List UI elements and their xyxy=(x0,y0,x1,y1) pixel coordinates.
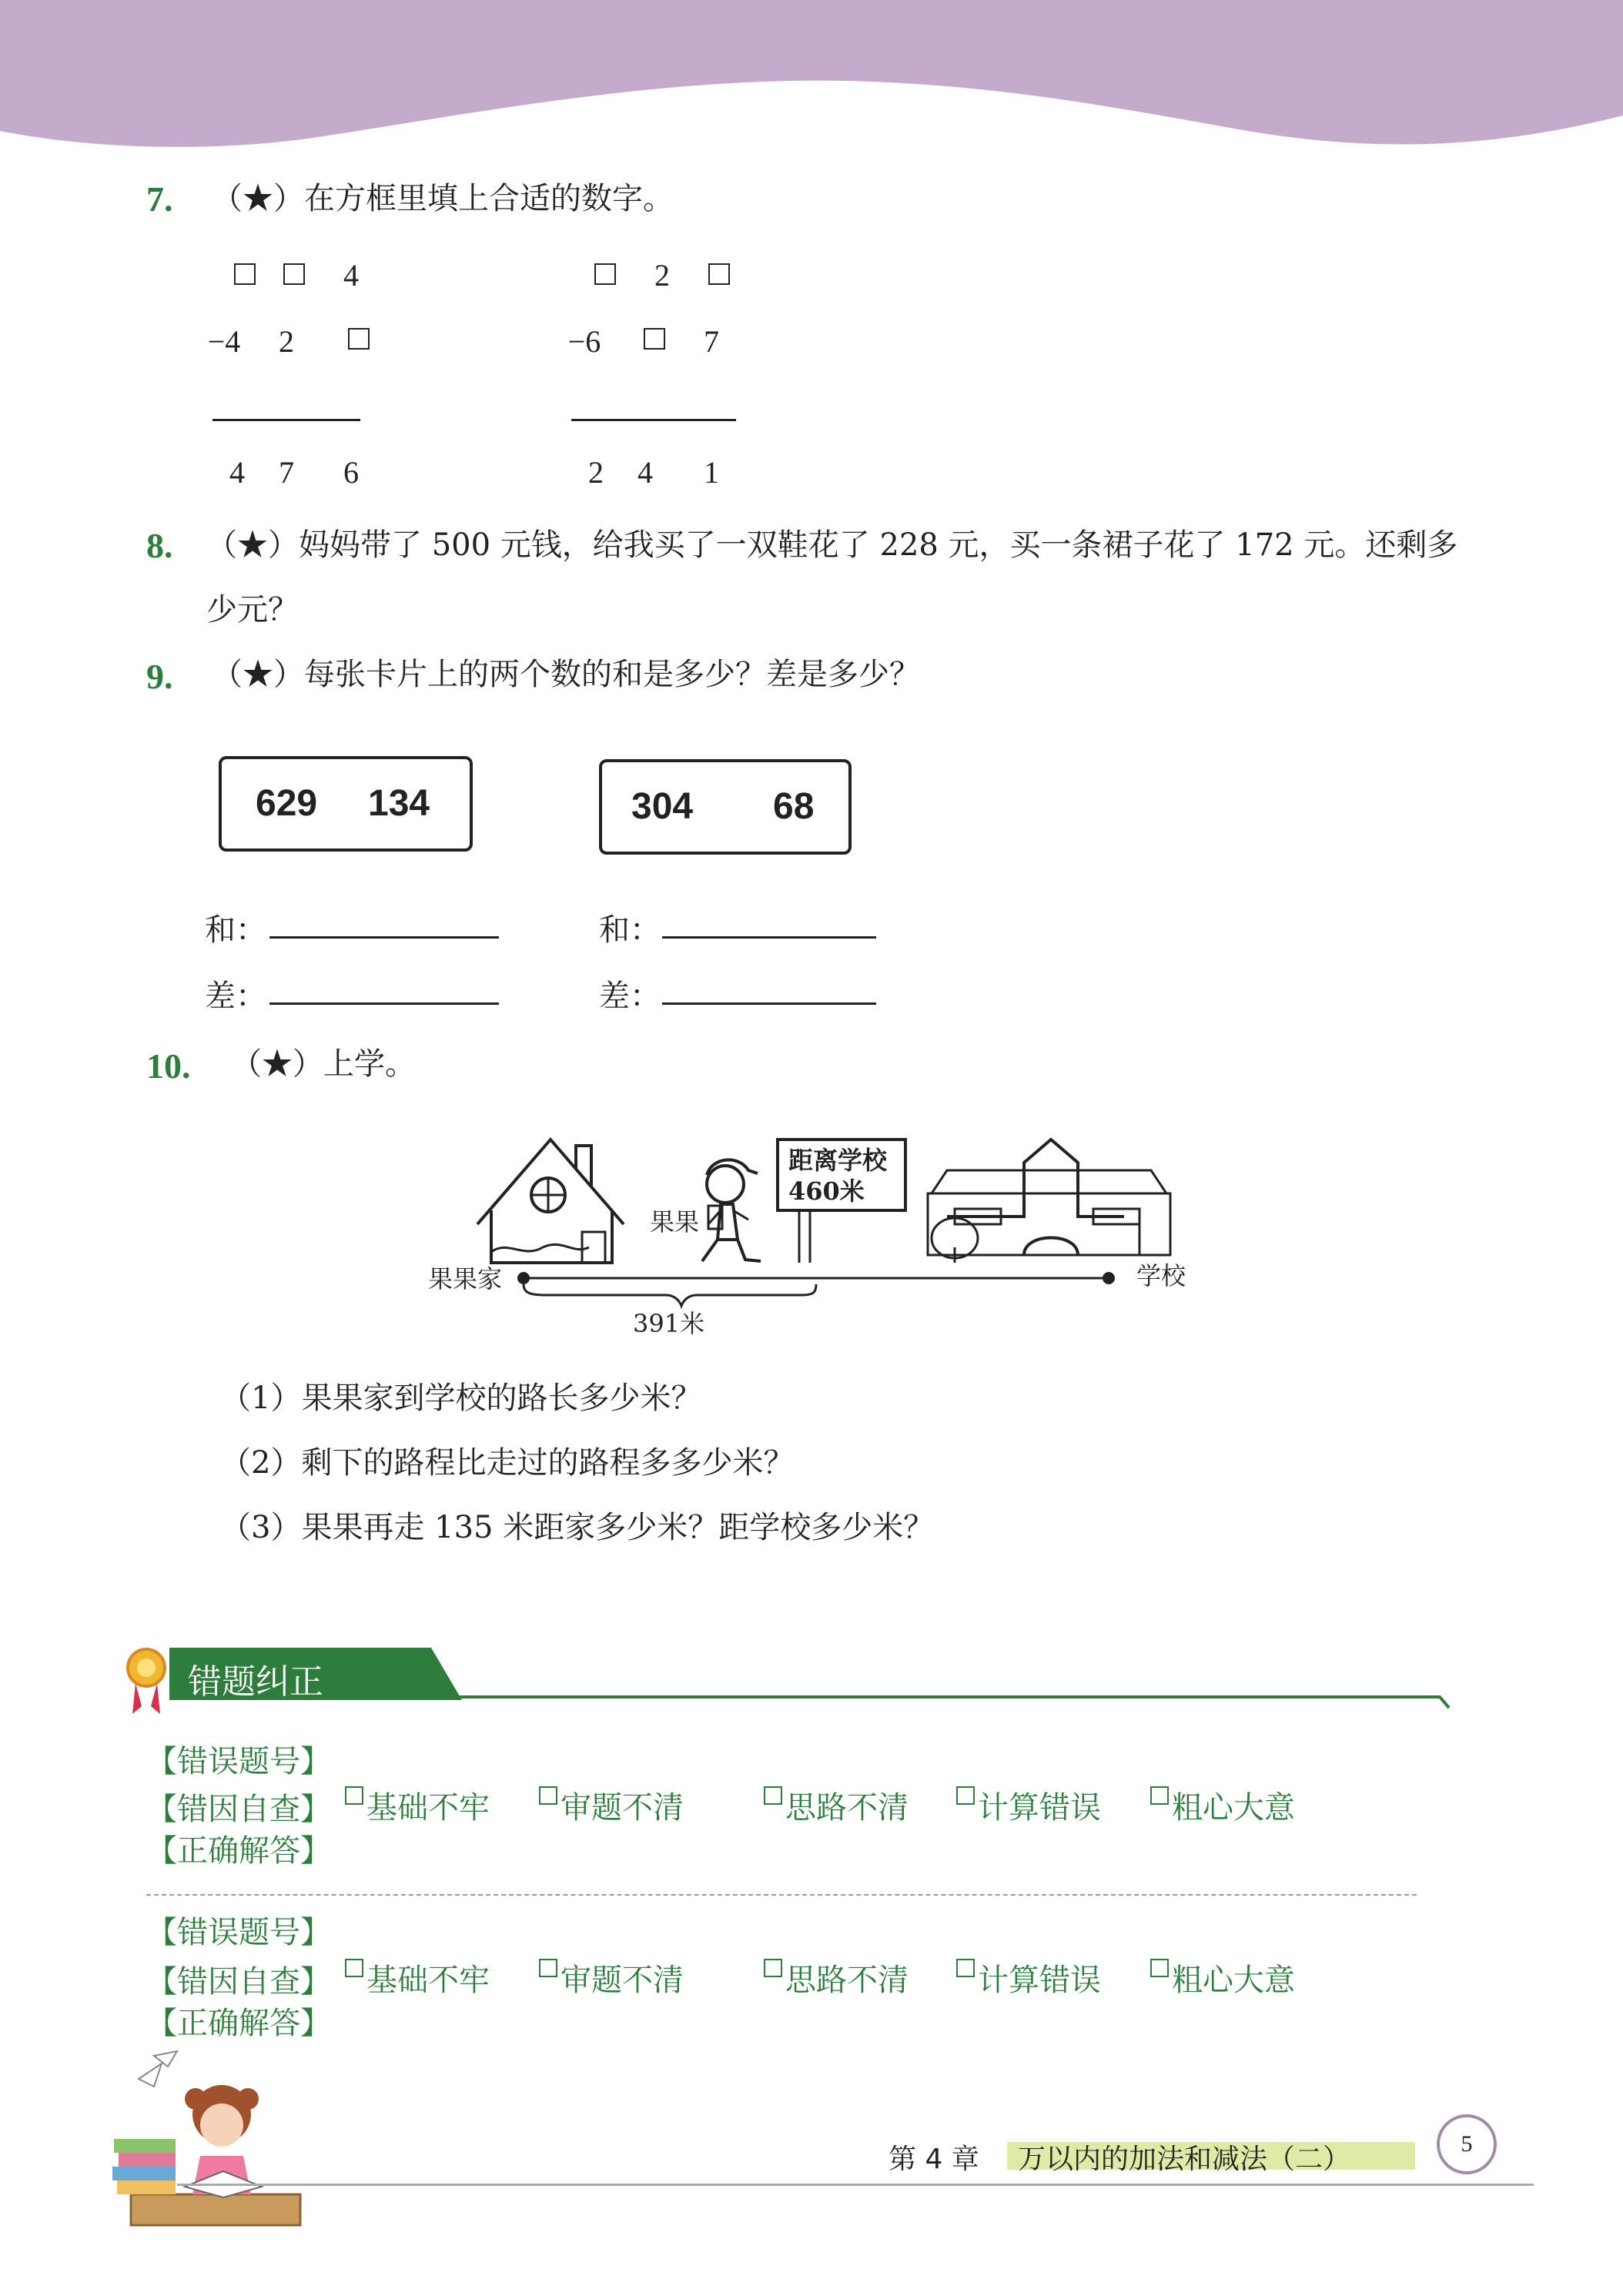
minus-digit: −4 xyxy=(207,324,241,359)
minus-digit: −6 xyxy=(567,324,601,359)
checkbox[interactable] xyxy=(764,1786,782,1805)
digit: 4 xyxy=(343,258,359,293)
blank-box[interactable] xyxy=(590,259,621,290)
digit: 2 xyxy=(279,324,294,359)
cause-option[interactable] xyxy=(1150,1956,1295,2000)
cause-option[interactable] xyxy=(345,1956,490,2000)
cause-option[interactable] xyxy=(764,1956,909,2000)
cause-option[interactable] xyxy=(764,1783,909,1827)
card-number: 304 xyxy=(631,786,694,827)
digit: 4 xyxy=(229,455,245,490)
answer-line[interactable] xyxy=(269,1002,499,1005)
digit: 1 xyxy=(704,455,719,490)
rule-line xyxy=(212,419,360,421)
header-banner xyxy=(0,0,1623,154)
blank-box[interactable] xyxy=(279,259,310,290)
cause-option-label: 基础不牢 xyxy=(366,1790,490,1826)
dashed-divider xyxy=(146,1894,1417,1896)
digit: 4 xyxy=(637,455,653,490)
checkbox[interactable] xyxy=(764,1959,782,1977)
question-number: 9. xyxy=(146,657,173,696)
section-title: 错题纠正 xyxy=(188,1662,323,1702)
question-number: 10. xyxy=(146,1046,191,1086)
checkbox[interactable] xyxy=(539,1786,557,1805)
answer-label: 【正确解答】 xyxy=(146,1833,331,1869)
sign-text: 距离学校 xyxy=(788,1146,888,1175)
answer-line[interactable] xyxy=(662,936,876,939)
number-card xyxy=(599,759,852,855)
chapter-label: 第 4 章 xyxy=(888,2144,979,2175)
question-number: 7. xyxy=(146,179,173,219)
sub-question: （2）剩下的路程比走过的路程多多少米？ xyxy=(220,1445,795,1481)
sum-label: 和： xyxy=(205,912,266,948)
cause-option-label: 思路不清 xyxy=(785,1963,909,1998)
cause-option[interactable] xyxy=(956,1956,1101,2000)
cause-option-label: 审题不清 xyxy=(561,1963,684,1998)
question-number: 8. xyxy=(146,526,173,565)
girl-reading-illustration xyxy=(108,2048,323,2227)
cause-option-label: 粗心大意 xyxy=(1172,1790,1295,1826)
cause-option[interactable] xyxy=(956,1783,1101,1827)
cause-option-label: 计算错误 xyxy=(978,1790,1101,1826)
boy-label: 果果 xyxy=(650,1207,700,1237)
answer-line[interactable] xyxy=(269,936,499,939)
home-label: 果果家 xyxy=(428,1264,503,1294)
digit: 7 xyxy=(279,455,294,490)
card-number: 68 xyxy=(773,786,815,827)
school-label: 学校 xyxy=(1136,1261,1186,1290)
distance-label: 391米 xyxy=(633,1309,705,1338)
cause-option-label: 计算错误 xyxy=(978,1963,1101,1998)
digit: 2 xyxy=(654,258,670,293)
sub-question: （3）果果再走 135 米距家多少米？距学校多少米？ xyxy=(220,1510,935,1545)
card-number: 134 xyxy=(368,783,430,824)
checkbox[interactable] xyxy=(345,1786,363,1805)
cause-option[interactable] xyxy=(1150,1783,1295,1827)
cause-label: 【错因自查】 xyxy=(146,1964,331,2000)
blank-box[interactable] xyxy=(704,259,735,290)
number-card xyxy=(219,756,473,852)
footer-rule xyxy=(177,2184,1534,2186)
route-illustration xyxy=(416,1124,1216,1355)
checkbox[interactable] xyxy=(956,1786,975,1805)
cause-option-label: 基础不牢 xyxy=(366,1963,490,1998)
sub-question: （1）果果家到学校的路长多少米？ xyxy=(220,1381,702,1416)
page-number: 5 xyxy=(1461,2131,1473,2157)
sign-text: 460米 xyxy=(788,1176,865,1206)
rule-line xyxy=(571,419,736,421)
blank-box[interactable] xyxy=(639,323,670,354)
page-number-circle xyxy=(1437,2114,1497,2174)
digit: 2 xyxy=(588,455,604,490)
digit: 7 xyxy=(704,324,719,359)
cause-option[interactable] xyxy=(539,1956,684,2000)
question-text: （★）在方框里填上合适的数字。 xyxy=(212,181,674,216)
diff-label: 差： xyxy=(205,979,266,1014)
question-text-cont: 少元？ xyxy=(206,592,299,628)
answer-line[interactable] xyxy=(662,1002,876,1005)
card-number: 629 xyxy=(256,783,318,824)
cause-option[interactable] xyxy=(345,1783,490,1827)
answer-label: 【正确解答】 xyxy=(146,2006,331,2041)
diff-label: 差： xyxy=(599,979,661,1014)
cause-option-label: 思路不清 xyxy=(785,1790,909,1826)
checkbox[interactable] xyxy=(1150,1959,1169,1977)
cause-option-label: 审题不清 xyxy=(561,1790,684,1826)
wrong-number-label: 【错误题号】 xyxy=(146,1915,331,1950)
checkbox[interactable] xyxy=(956,1959,975,1977)
checkbox[interactable] xyxy=(539,1959,557,1977)
sum-label: 和： xyxy=(599,912,661,948)
question-text: （★）妈妈带了 500 元钱，给我买了一双鞋花了 228 元，买一条裙子花了 172 元。还剩多 xyxy=(206,527,1458,563)
checkbox[interactable] xyxy=(345,1959,363,1977)
digit: 6 xyxy=(343,455,359,490)
blank-box[interactable] xyxy=(229,259,260,290)
chapter-title: 万以内的加法和减法（二） xyxy=(1018,2144,1351,2175)
wrong-number-label: 【错误题号】 xyxy=(146,1744,331,1779)
cause-option[interactable] xyxy=(539,1783,684,1827)
question-text: （★）上学。 xyxy=(231,1046,416,1082)
cause-label: 【错因自查】 xyxy=(146,1792,331,1827)
blank-box[interactable] xyxy=(343,323,374,354)
checkbox[interactable] xyxy=(1150,1786,1169,1805)
question-text: （★）每张卡片上的两个数的和是多少？差是多少？ xyxy=(212,657,920,692)
cause-option-label: 粗心大意 xyxy=(1172,1963,1295,1998)
